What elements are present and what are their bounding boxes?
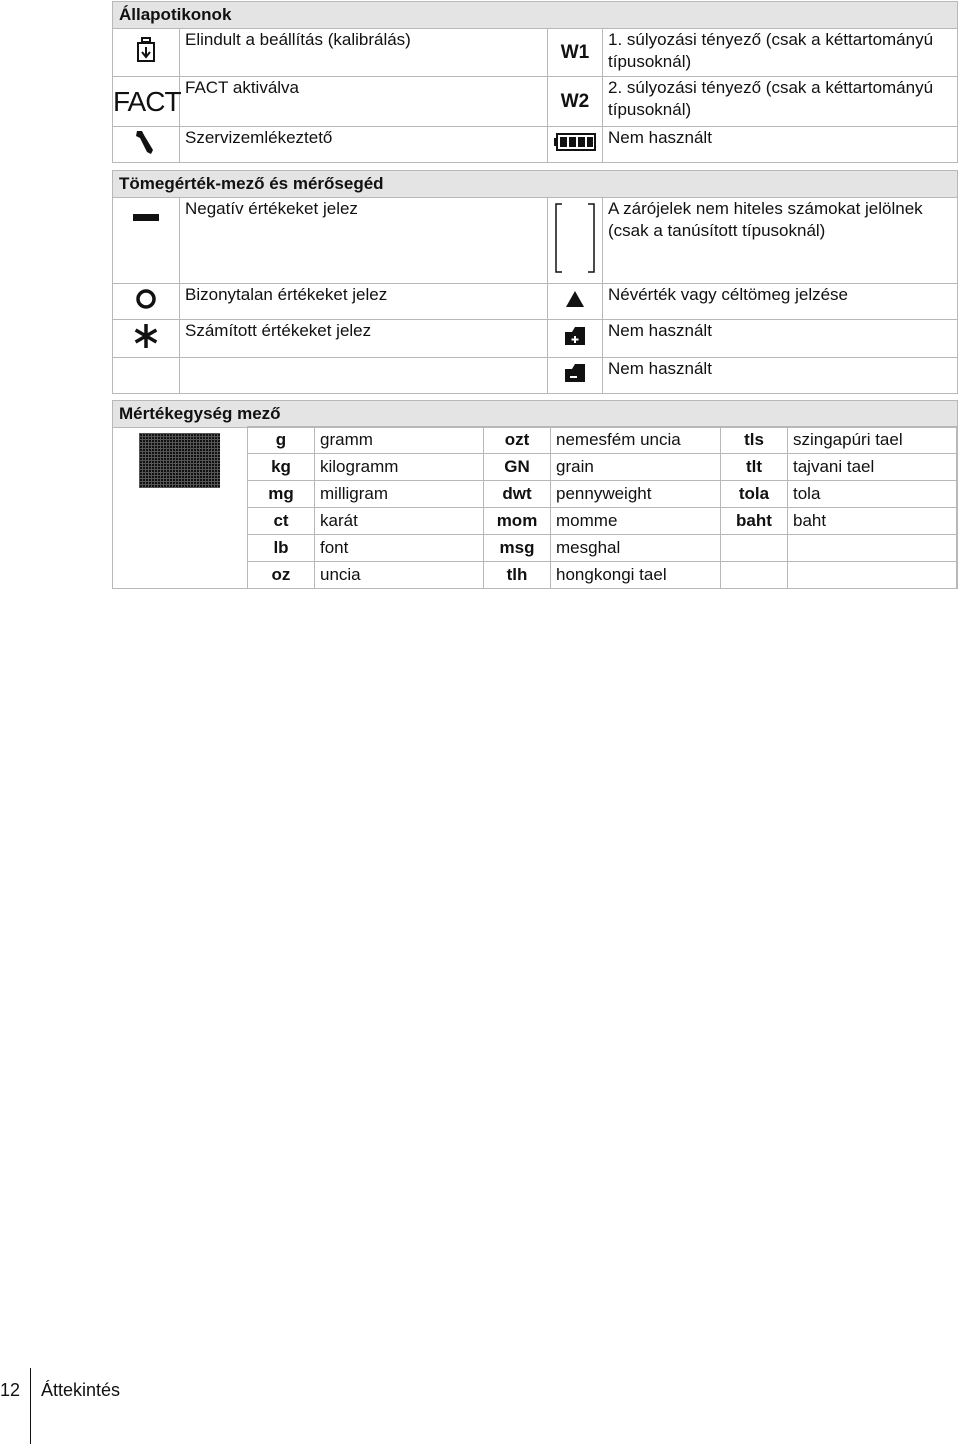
units-table xyxy=(247,426,957,589)
unit-row xyxy=(248,535,957,562)
unit-code: GN xyxy=(484,454,551,481)
status-row-3-text: Szervizemlékeztető xyxy=(180,127,548,163)
weight-section-title: Tömegérték-mező és mérősegéd xyxy=(113,171,958,198)
unit-name: baht xyxy=(788,508,957,535)
weight-row-3-right-text: Nem használt xyxy=(603,320,958,358)
unit-code: tls xyxy=(721,427,788,454)
unit-name: font xyxy=(315,535,484,562)
unit-code xyxy=(721,562,788,589)
unit-row xyxy=(248,562,957,589)
minus-icon xyxy=(113,198,180,284)
unit-code xyxy=(721,535,788,562)
unit-code: lb xyxy=(248,535,315,562)
unit-row xyxy=(248,508,957,535)
unit-code: ozt xyxy=(484,427,551,454)
brackets-icon xyxy=(548,198,603,284)
status-row-2-right-text: 2. súlyozási tényező (csak a kéttartományú típusoknál) xyxy=(603,77,958,127)
weight-calibration-icon xyxy=(113,29,180,77)
unit-code: tola xyxy=(721,481,788,508)
empty-cell xyxy=(113,358,180,394)
unit-code: baht xyxy=(721,508,788,535)
section-title: Áttekintés xyxy=(41,1380,121,1400)
status-icons-table xyxy=(112,1,958,163)
unit-code: tlt xyxy=(721,454,788,481)
weight-field-table xyxy=(112,170,958,394)
unit-row xyxy=(248,454,957,481)
status-section-title: Állapotikonok xyxy=(113,2,958,29)
unit-name: karát xyxy=(315,508,484,535)
wrench-icon xyxy=(113,127,180,163)
unit-name: momme xyxy=(551,508,721,535)
battery-icon xyxy=(548,127,603,163)
dot-matrix-display-icon xyxy=(139,433,220,488)
unit-code: dwt xyxy=(484,481,551,508)
unit-name: tola xyxy=(788,481,957,508)
unit-name: milligram xyxy=(315,481,484,508)
plus-tolerance-icon xyxy=(548,320,603,358)
circle-icon xyxy=(113,284,180,320)
unit-name: grain xyxy=(551,454,721,481)
unit-code: mg xyxy=(248,481,315,508)
status-row-1-text: Elindult a beállítás (kalibrálás) xyxy=(180,29,548,77)
weight-row-2-right-text: Névérték vagy céltömeg jelzése xyxy=(603,284,958,320)
unit-name xyxy=(788,562,957,589)
status-row-1-right-text: 1. súlyozási tényező (csak a kéttartományú típusoknál) xyxy=(603,29,958,77)
unit-code: ct xyxy=(248,508,315,535)
unit-name: kilogramm xyxy=(315,454,484,481)
unit-code: msg xyxy=(484,535,551,562)
unit-code: tlh xyxy=(484,562,551,589)
unit-code: oz xyxy=(248,562,315,589)
status-row-2-text: FACT aktiválva xyxy=(180,77,548,127)
asterisk-icon xyxy=(113,320,180,358)
weight-row-4-right-text: Nem használt xyxy=(603,358,958,394)
unit-name: nemesfém uncia xyxy=(551,427,721,454)
unit-name: tajvani tael xyxy=(788,454,957,481)
unit-name: gramm xyxy=(315,427,484,454)
unit-name: szingapúri tael xyxy=(788,427,957,454)
weight-row-1-right-text: A zárójelek nem hiteles számokat jelölnek (csak a tanúsított típusoknál) xyxy=(603,198,958,284)
unit-row xyxy=(248,427,957,454)
w1-label: W1 xyxy=(548,29,603,77)
w2-label: W2 xyxy=(548,77,603,127)
weight-row-3-text: Számított értékeket jelez xyxy=(180,320,548,358)
unit-code: g xyxy=(248,427,315,454)
footer-divider xyxy=(30,1368,31,1444)
triangle-icon xyxy=(548,284,603,320)
fact-label: FACT xyxy=(113,77,180,127)
unit-row xyxy=(248,481,957,508)
unit-code: mom xyxy=(484,508,551,535)
minus-tolerance-icon xyxy=(548,358,603,394)
page-number: 12 xyxy=(0,1380,21,1400)
unit-name: pennyweight xyxy=(551,481,721,508)
status-row-3-right-text: Nem használt xyxy=(603,127,958,163)
weight-row-2-text: Bizonytalan értékeket jelez xyxy=(180,284,548,320)
unit-name: hongkongi tael xyxy=(551,562,721,589)
unit-name: uncia xyxy=(315,562,484,589)
unit-code: kg xyxy=(248,454,315,481)
unit-name: mesghal xyxy=(551,535,721,562)
unit-section-title: Mértékegység mező xyxy=(113,401,958,428)
empty-cell xyxy=(180,358,548,394)
unit-name xyxy=(788,535,957,562)
weight-row-1-text: Negatív értékeket jelez xyxy=(180,198,548,284)
